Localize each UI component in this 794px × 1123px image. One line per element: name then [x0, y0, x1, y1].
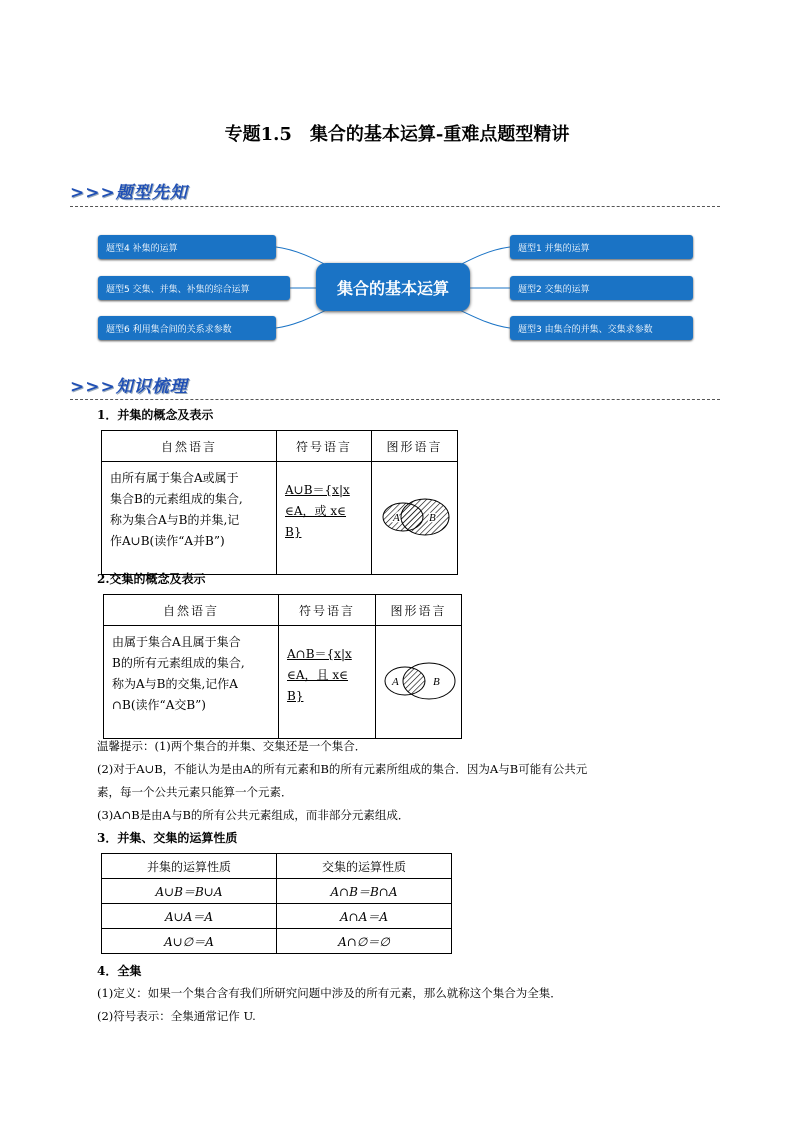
section-banner-types: >>>题型先知: [70, 183, 188, 203]
tip-line: (3)A∩B是由A与B的所有公共元素组成，而非部分元素组成．: [97, 808, 410, 822]
venn-label-b: B: [432, 675, 440, 688]
col-graph: 图形语言: [372, 431, 458, 462]
mindmap-node-type5: 题型5 交集、并集、补集的综合运算: [98, 276, 290, 300]
mindmap-node-type3: 题型3 由集合的并集、交集求参数: [510, 316, 693, 340]
mindmap-node-type2: 题型2 交集的运算: [510, 276, 693, 300]
text-line: 由所有属于集合A或属于: [110, 471, 239, 485]
union-venn: [372, 462, 458, 575]
text-line: 作A∪B(读作“A并B”): [110, 534, 225, 548]
text-line: B的所有元素组成的集合,: [112, 656, 245, 670]
tips: [97, 737, 737, 824]
col-union-props: 并集的运算性质: [102, 854, 277, 879]
intersection-table: [103, 594, 462, 739]
text-line: (2)符号表示：全集通常记作 U.: [97, 1009, 256, 1023]
text-line: 称为A与B的交集,记作A: [112, 677, 238, 691]
text-line: B}: [287, 689, 304, 703]
union-natural: [102, 462, 277, 575]
text-line: 由属于集合A且属于集合: [112, 635, 241, 649]
section1-heading: 1．并集的概念及表示: [97, 408, 214, 422]
prop-cell: A∪B＝B∪A: [102, 879, 277, 904]
universal-set-text: [97, 984, 737, 1025]
text-line: 称为集合A与B的并集,记: [110, 513, 240, 527]
intersection-venn: [376, 626, 462, 739]
intersection-venn-diagram: [381, 656, 457, 706]
page-title: 专题1.5 集合的基本运算-重难点题型精讲: [224, 124, 570, 145]
text-line: ∈A，或 x∈: [285, 504, 347, 518]
mindmap-center: 集合的基本运算: [316, 263, 470, 311]
venn-label-a: A: [392, 511, 400, 524]
prop-cell: A∪∅＝A: [102, 929, 277, 954]
properties-table: [101, 853, 452, 954]
prop-cell: A∩A＝A: [277, 904, 452, 929]
mindmap-node-type6: 题型6 利用集合间的关系求参数: [98, 316, 276, 340]
union-symbol: [277, 462, 372, 575]
col-natural: 自然语言: [104, 595, 279, 626]
text-line: A∩B＝{x|x: [287, 647, 352, 661]
prop-cell: A∩∅＝∅: [277, 929, 452, 954]
text-line: (1)定义：如果一个集合含有我们所研究问题中涉及的所有元素，那么就称这个集合为全集．: [97, 986, 562, 1000]
prop-cell: A∪A＝A: [102, 904, 277, 929]
text-line: ∩B(读作“A交B”): [112, 698, 206, 712]
union-venn-diagram: [377, 492, 453, 542]
section2-heading: 2.交集的概念及表示: [97, 572, 206, 586]
mindmap-node-type4: 题型4 补集的运算: [98, 235, 276, 259]
text-line: ∈A，且 x∈: [287, 668, 349, 682]
intersection-natural: [104, 626, 279, 739]
text-line: A∪B＝{x|x: [285, 483, 350, 497]
col-graph: 图形语言: [376, 595, 462, 626]
tip-line: 素，每一个公共元素只能算一个元素．: [97, 785, 293, 799]
col-symbol: 符号语言: [279, 595, 376, 626]
divider: [70, 399, 720, 400]
mindmap-node-type1: 题型1 并集的运算: [510, 235, 693, 259]
venn-label-a: A: [391, 675, 399, 688]
col-intersection-props: 交集的运算性质: [277, 854, 452, 879]
section4-heading: 4．全集: [97, 964, 142, 978]
section3-heading: 3．并集、交集的运算性质: [97, 831, 238, 845]
section-banner-knowledge: >>>知识梳理: [70, 377, 188, 397]
venn-label-b: B: [428, 511, 436, 524]
col-natural: 自然语言: [102, 431, 277, 462]
text-line: 集合B的元素组成的集合,: [110, 492, 243, 506]
union-table: [101, 430, 458, 575]
col-symbol: 符号语言: [277, 431, 372, 462]
text-line: B}: [285, 525, 302, 539]
tip-line: 温馨提示：(1)两个集合的并集、交集还是一个集合．: [97, 739, 367, 753]
tip-line: (2)对于A∪B，不能认为是由A的所有元素和B的所有元素所组成的集合．因为A与B可能有公共元: [97, 762, 588, 776]
intersection-symbol: [279, 626, 376, 739]
prop-cell: A∩B＝B∩A: [277, 879, 452, 904]
